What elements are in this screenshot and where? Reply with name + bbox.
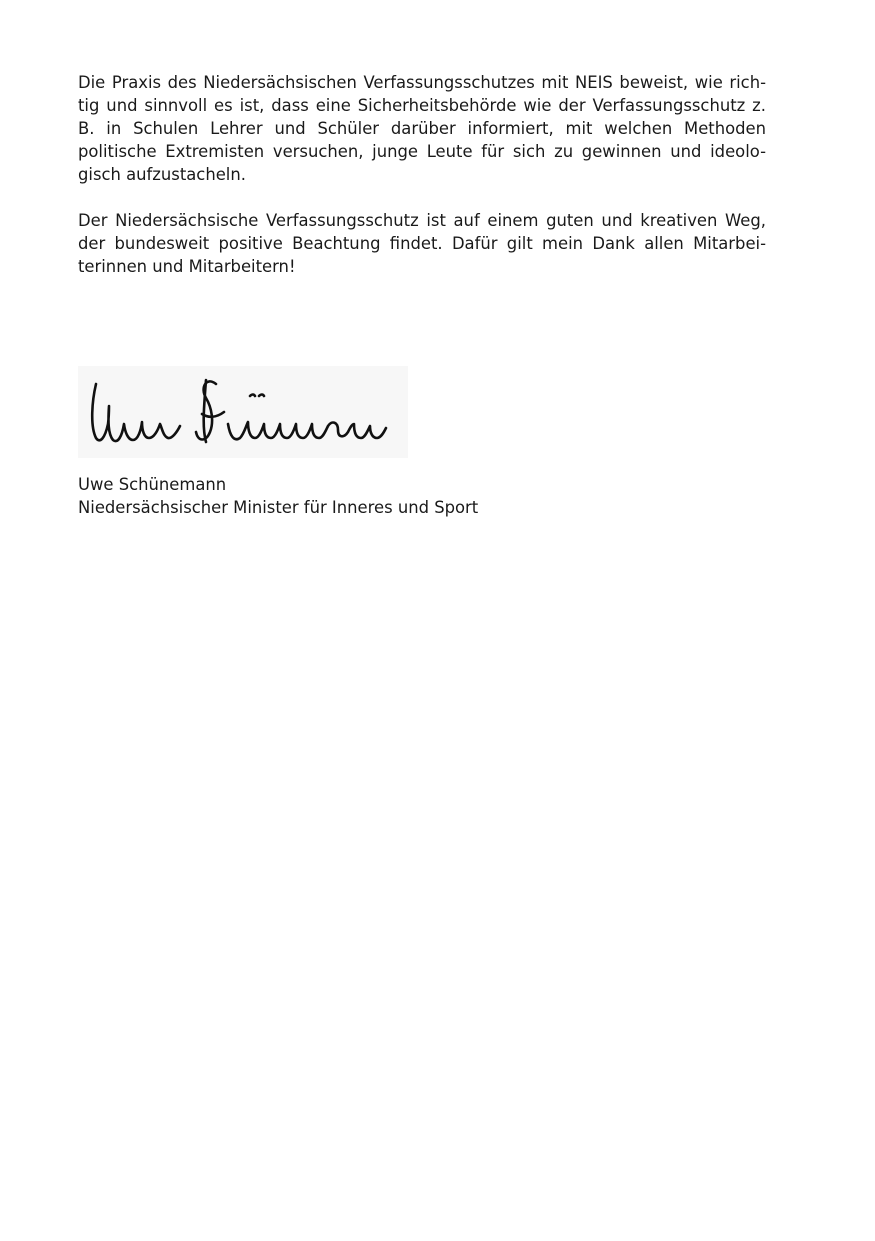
signer-title: Niedersächsischer Minister für Inneres und Sport [78,498,479,517]
signer-name: Uwe Schünemann [78,475,227,494]
paragraph-2: Der Niedersächsische Verfassungsschutz ist auf einem guten und kreativen Weg, der bundesweit positive Beachtung findet. Dafür gilt mein Dank allen Mitarbei-terinnen und Mitarbeitern! [78,211,766,276]
letter-body [78,71,766,278]
paragraph-1: Die Praxis des Niedersächsischen Verfassungsschutzes mit NEIS beweist, wie rich-tig und sinnvoll es ist, dass eine Sicherheitsbehörde wie der Verfassungsschutz z. B. in Schulen Lehrer und Schüler darüber informiert, mit welchen Methoden politische Extremisten versuchen, junge Leute für sich zu gewinnen und ideolo-gisch aufzustacheln. [78,73,766,184]
signer-block [78,473,478,519]
handwritten-signature [78,366,408,458]
